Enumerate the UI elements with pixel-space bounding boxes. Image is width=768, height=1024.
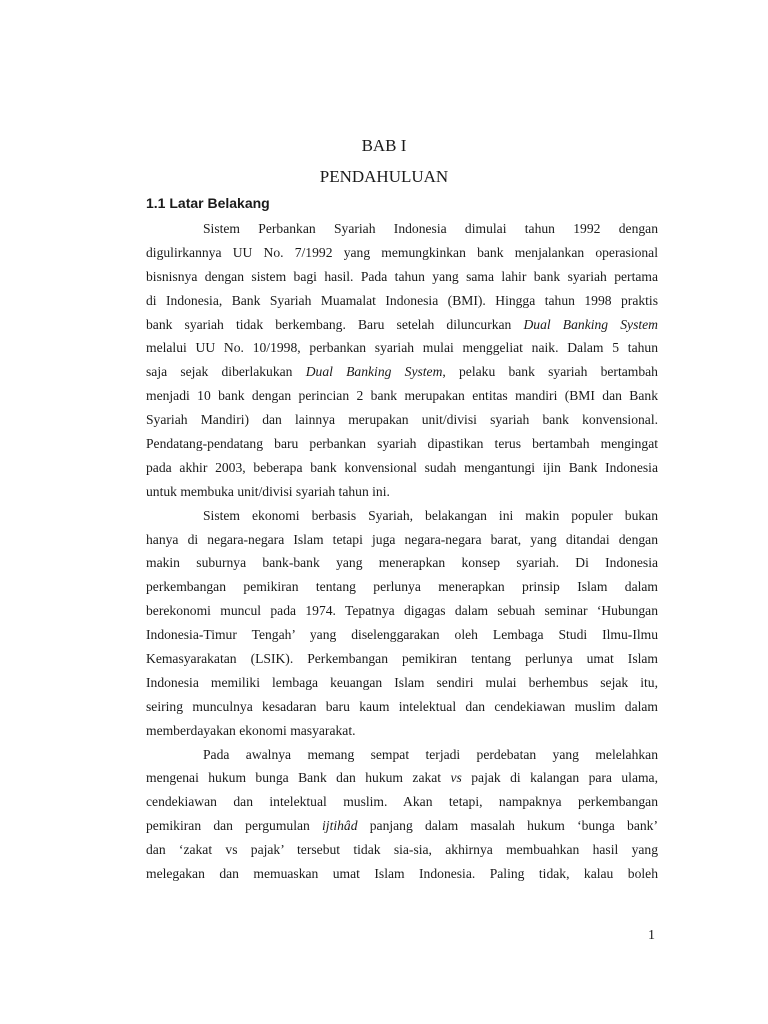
text-line [146, 743, 658, 767]
text-run: bank syariah tidak berkembang. Baru setelah diluncurkan [146, 316, 524, 332]
text-run: melalui UU No. 10/1998, perbankan syariah mulai menggeliat naik. Dalam 5 tahun [146, 340, 658, 356]
page-number: 1 [648, 928, 655, 943]
paragraph [146, 504, 658, 743]
body-text [146, 217, 658, 886]
italic-term: Dual Banking System [523, 316, 658, 332]
italic-term: ijtihâd [322, 818, 358, 834]
text-line [146, 241, 658, 265]
text-line [146, 360, 658, 384]
text-line [146, 814, 658, 838]
text-line [146, 480, 658, 504]
text-line [146, 265, 658, 289]
text-run: Pada awalnya memang sempat terjadi perdebatan yang melelahkan [203, 746, 658, 762]
text-line [146, 838, 658, 862]
text-line [146, 336, 658, 360]
text-run: hanya di negara-negara Islam tetapi juga negara-negara barat, yang ditandai dengan [146, 531, 658, 547]
text-run: mengenai hukum bunga Bank dan hukum zakat [146, 770, 451, 786]
text-run: makin suburnya bank-bank yang menerapkan konsep syariah. Di Indonesia [146, 555, 658, 571]
text-run: di Indonesia, Bank Syariah Muamalat Indonesia (BMI). Hingga tahun 1998 praktis [146, 292, 658, 308]
text-run: Sistem Perbankan Syariah Indonesia dimulai tahun 1992 dengan [203, 221, 658, 236]
text-line [146, 456, 658, 480]
text-line [146, 528, 658, 552]
text-line [146, 217, 658, 241]
text-line [146, 504, 658, 528]
text-run: seiring munculnya kesadaran baru kaum intelektual dan cendekiawan muslim dalam [146, 698, 658, 714]
text-run: melegakan dan memuaskan umat Islam Indonesia. Paling tidak, kalau boleh [146, 866, 658, 882]
section-heading: 1.1 Latar Belakang [146, 195, 270, 211]
text-run: cendekiawan dan intelektual muslim. Akan tetapi, nampaknya perkembangan [146, 794, 658, 810]
paragraph [146, 217, 658, 504]
text-run: dan ‘zakat vs pajak’ tersebut tidak sia-sia, akhirnya membuahkan hasil yang [146, 842, 658, 858]
text-run: pemikiran dan pergumulan [146, 818, 323, 834]
text-line [146, 623, 658, 647]
text-line [146, 408, 658, 432]
text-run: menjadi 10 bank dengan perincian 2 bank merupakan entitas mandiri (BMI dan Bank [146, 388, 658, 404]
text-run: Indonesia-Timur Tengah’ yang diselenggarakan oleh Lembaga Studi Ilmu-Ilmu [146, 627, 658, 643]
text-line [146, 432, 658, 456]
text-run: , pelaku bank syariah bertambah [442, 364, 658, 380]
text-run: berekonomi muncul pada 1974. Tepatnya digagas dalam sebuah seminar ‘Hubungan [146, 603, 658, 619]
chapter-label: BAB I [361, 136, 407, 155]
text-run: Kemasyarakatan (LSIK). Perkembangan pemikiran tentang perlunya umat Islam [146, 651, 658, 667]
text-line [146, 790, 658, 814]
chapter-title: PENDAHULUAN [319, 167, 449, 186]
italic-term: Dual Banking System [305, 364, 443, 380]
text-line [146, 551, 658, 575]
text-run: pajak di kalangan para ulama, [461, 770, 658, 786]
text-line [146, 384, 658, 408]
text-line [146, 862, 658, 886]
text-line [146, 695, 658, 719]
text-run: Syariah Mandiri) dan lainnya merupakan unit/divisi syariah bank konvensional. [146, 412, 658, 428]
text-line [146, 313, 658, 337]
text-run: untuk membuka unit/divisi syariah tahun ini. [146, 483, 390, 499]
text-run: digulirkannya UU No. 7/1992 yang memungkinkan bank menjalankan operasional [146, 244, 658, 260]
text-line [146, 719, 658, 743]
text-run: Indonesia memiliki lembaga keuangan Islam sendiri mulai berhembus sejak itu, [146, 674, 658, 690]
text-line [146, 671, 658, 695]
paragraph [146, 743, 658, 886]
text-run: memberdayakan ekonomi masyarakat. [146, 722, 356, 738]
text-line [146, 289, 658, 313]
text-line [146, 575, 658, 599]
text-run: pada akhir 2003, beberapa bank konvensional sudah mengantungi ijin Bank Indonesia [146, 459, 658, 475]
text-run: panjang dalam masalah hukum ‘bunga bank’ [357, 818, 658, 834]
text-line [146, 766, 658, 790]
text-run: Pendatang-pendatang baru perbankan syariah dipastikan terus bertambah mengingat [146, 436, 658, 452]
text-line [146, 599, 658, 623]
text-run: saja sejak diberlakukan [146, 364, 306, 380]
text-run: Sistem ekonomi berbasis Syariah, belakangan ini makin populer bukan [203, 507, 658, 523]
italic-term: vs [450, 770, 462, 786]
text-run: bisnisnya dengan sistem bagi hasil. Pada tahun yang sama lahir bank syariah pertama [146, 268, 658, 284]
text-line [146, 647, 658, 671]
text-run: perkembangan pemikiran tentang perlunya menerapkan prinsip Islam dalam [146, 579, 658, 595]
